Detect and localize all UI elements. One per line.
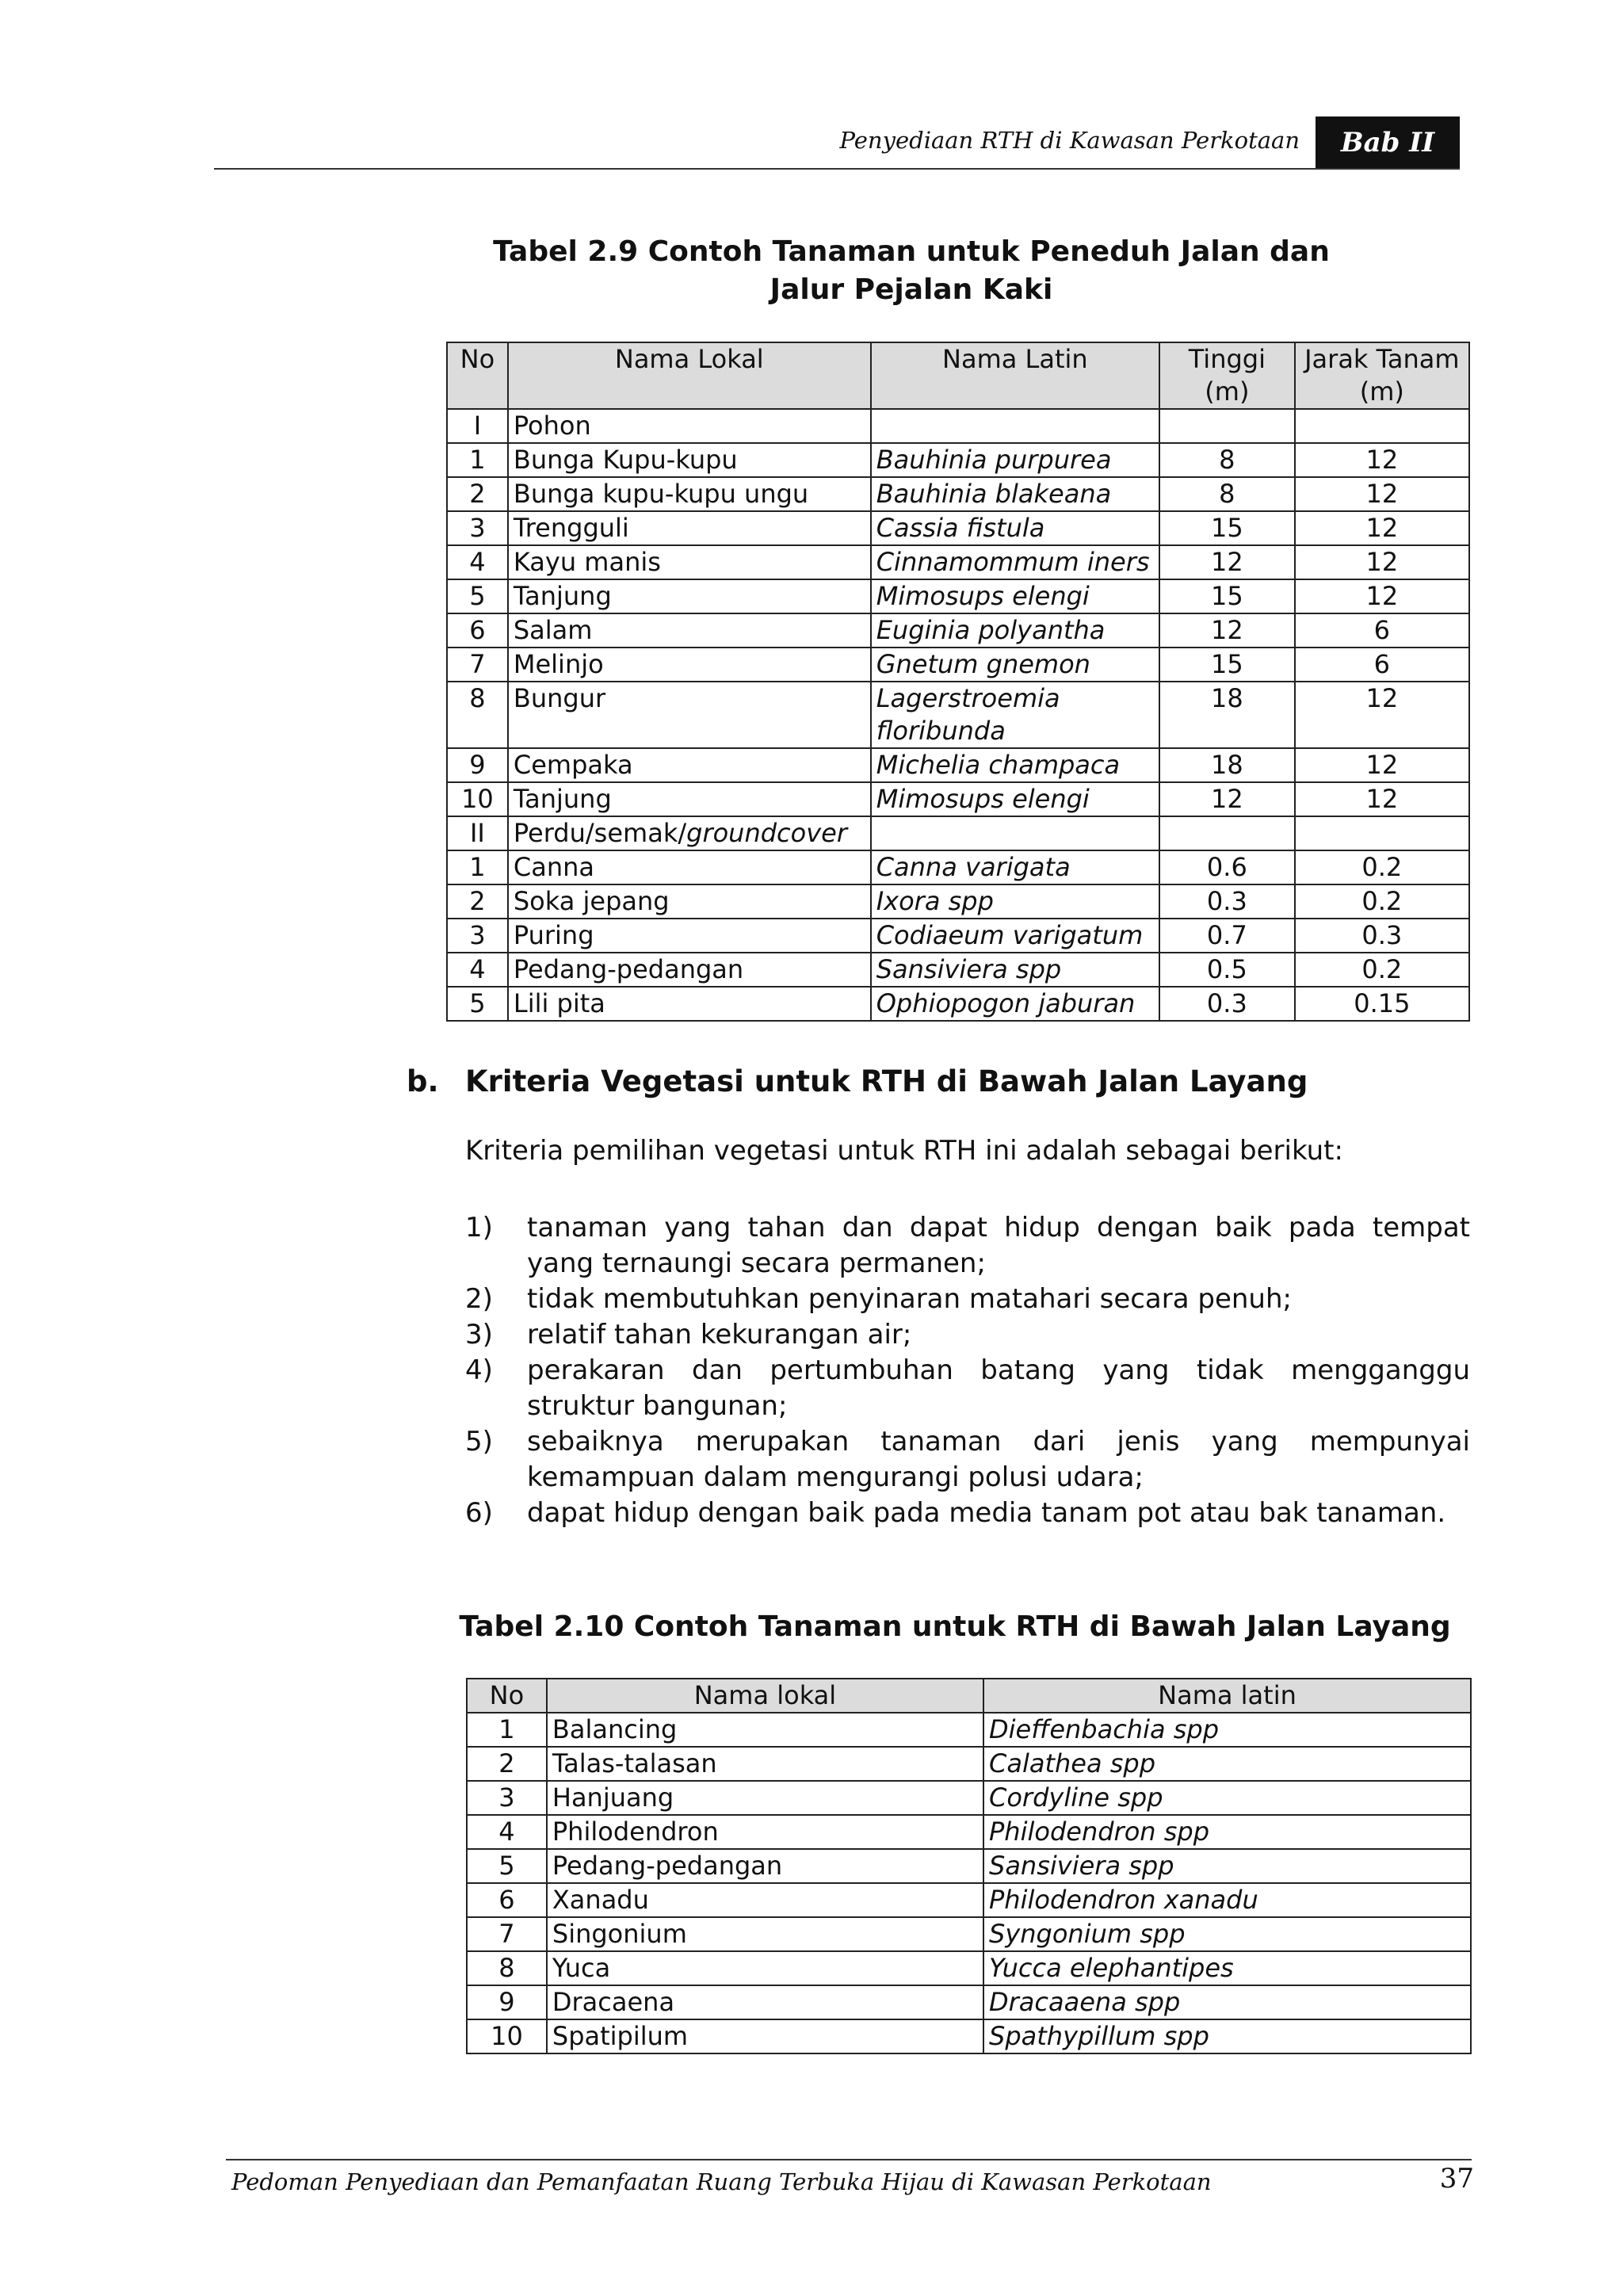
row-number: 10: [447, 782, 508, 816]
table-row: [467, 1917, 1471, 1951]
local-name-text: Bunga kupu-kupu ungu: [513, 479, 809, 509]
height-value: [1159, 409, 1295, 443]
local-name-text: Salam: [513, 615, 593, 645]
table-row: [447, 613, 1469, 648]
section-b-heading: [407, 1064, 1308, 1098]
latin-name: Cassia fistula: [871, 511, 1159, 545]
local-name: [508, 613, 871, 648]
criteria-item: [465, 1282, 1470, 1317]
table2-header-latin: Nama latin: [983, 1679, 1471, 1713]
spacing-value: 12: [1295, 748, 1469, 782]
local-name: [508, 579, 871, 613]
local-name: [508, 648, 871, 682]
latin-name: Sansiviera spp: [871, 953, 1159, 987]
row-number: 9: [467, 1985, 547, 2019]
table-row: [467, 1849, 1471, 1883]
height-value: 12: [1159, 613, 1295, 648]
height-value: 0.6: [1159, 850, 1295, 884]
latin-name: Mimosups elengi: [871, 579, 1159, 613]
section-b-intro: Kriteria pemilihan vegetasi untuk RTH ini adalah sebagai berikut:: [465, 1135, 1343, 1167]
row-number: 1: [447, 850, 508, 884]
criteria-number: 3): [465, 1319, 493, 1350]
criteria-text: sebaiknya merupakan tanaman dari jenis yang mempunyai kemampuan dalam mengurangi polusi udara;: [527, 1426, 1470, 1493]
local-name: [508, 511, 871, 545]
latin-name: Calathea spp: [983, 1747, 1471, 1781]
footer-divider: [226, 2159, 1472, 2160]
table-row: [447, 545, 1469, 579]
criteria-number: 6): [465, 1497, 493, 1529]
height-value: 0.5: [1159, 953, 1295, 987]
criteria-item: [465, 1496, 1470, 1531]
spacing-value: 0.15: [1295, 987, 1469, 1021]
table1-caption: [444, 233, 1379, 309]
table-row: [467, 1713, 1471, 1747]
spacing-value: 0.2: [1295, 884, 1469, 919]
criteria-number: 1): [465, 1212, 493, 1244]
page-number: 37: [1439, 2163, 1474, 2195]
latin-name: Ixora spp: [871, 884, 1159, 919]
local-name: [508, 409, 871, 443]
table-group-row: [447, 816, 1469, 850]
latin-name: Euginia polyantha: [871, 613, 1159, 648]
spacing-value: 12: [1295, 682, 1469, 748]
latin-name: [871, 816, 1159, 850]
table1-header-row: [447, 342, 1469, 409]
table-row: [467, 1951, 1471, 1985]
row-number: 1: [447, 443, 508, 477]
row-number: 6: [467, 1883, 547, 1917]
local-name: Spatipilum: [547, 2019, 983, 2053]
criteria-item: [465, 1353, 1470, 1424]
spacing-value: 12: [1295, 782, 1469, 816]
row-number: II: [447, 816, 508, 850]
local-name: Philodendron: [547, 1815, 983, 1849]
row-number: 3: [447, 511, 508, 545]
table-row: [447, 477, 1469, 511]
row-number: 7: [447, 648, 508, 682]
spacing-value: [1295, 409, 1469, 443]
criteria-item: [465, 1424, 1470, 1496]
criteria-text: tidak membutuhkan penyinaran matahari secara penuh;: [527, 1283, 1292, 1315]
spacing-value: 12: [1295, 443, 1469, 477]
criteria-text: dapat hidup dengan baik pada media tanam pot atau bak tanaman.: [527, 1497, 1446, 1529]
height-value: 12: [1159, 782, 1295, 816]
criteria-text: tanaman yang tahan dan dapat hidup dengan baik pada tempat yang ternaungi secara permanen;: [527, 1212, 1470, 1279]
criteria-text: relatif tahan kekurangan air;: [527, 1319, 912, 1350]
table-bawah-jalan-layang: [466, 1678, 1472, 2054]
criteria-list: [465, 1210, 1470, 1531]
latin-name: Yucca elephantipes: [983, 1951, 1471, 1985]
row-number: 4: [447, 545, 508, 579]
row-number: 2: [467, 1747, 547, 1781]
local-name: [508, 919, 871, 953]
running-header-title: Penyediaan RTH di Kawasan Perkotaan: [839, 127, 1300, 154]
row-number: 2: [447, 884, 508, 919]
local-name-text: Lili pita: [513, 988, 605, 1018]
spacing-value: 0.3: [1295, 919, 1469, 953]
local-name-text: Puring: [513, 920, 594, 950]
local-name: Balancing: [547, 1713, 983, 1747]
local-name-text: Soka jepang: [513, 886, 670, 916]
local-name: [508, 850, 871, 884]
table-row: [467, 1985, 1471, 2019]
local-name-text: Tanjung: [513, 581, 612, 611]
local-name-text: Tanjung: [513, 784, 612, 814]
local-name-text: Perdu/semak/: [513, 818, 687, 848]
height-value: 18: [1159, 682, 1295, 748]
table-row: [447, 884, 1469, 919]
local-name: [508, 748, 871, 782]
spacing-value: 12: [1295, 579, 1469, 613]
latin-name: Spathypillum spp: [983, 2019, 1471, 2053]
local-name: [508, 816, 871, 850]
height-value: 15: [1159, 579, 1295, 613]
table-row: [447, 987, 1469, 1021]
height-value: 15: [1159, 511, 1295, 545]
local-name-text: Bungur: [513, 683, 606, 713]
table1-header-spacing: Jarak Tanam (m): [1295, 342, 1469, 409]
latin-name: Gnetum gnemon: [871, 648, 1159, 682]
local-name: [508, 545, 871, 579]
local-name: Singonium: [547, 1917, 983, 1951]
local-name-text: Kayu manis: [513, 547, 661, 577]
table1-header-local: Nama Lokal: [508, 342, 871, 409]
latin-name: Michelia champaca: [871, 748, 1159, 782]
local-name: Talas-talasan: [547, 1747, 983, 1781]
latin-name: Syngonium spp: [983, 1917, 1471, 1951]
table2-body: [467, 1713, 1471, 2053]
latin-name: Bauhinia blakeana: [871, 477, 1159, 511]
criteria-item: [465, 1210, 1470, 1282]
latin-name: Dieffenbachia spp: [983, 1713, 1471, 1747]
local-name: Hanjuang: [547, 1781, 983, 1815]
local-name-text: Pohon: [513, 411, 591, 441]
local-name-text: Pedang-pedangan: [513, 954, 744, 984]
local-name: Pedang-pedangan: [547, 1849, 983, 1883]
latin-name: Philodendron xanadu: [983, 1883, 1471, 1917]
table-row: [467, 1781, 1471, 1815]
height-value: 15: [1159, 648, 1295, 682]
spacing-value: 12: [1295, 511, 1469, 545]
section-b-letter: b.: [407, 1064, 439, 1098]
footer-title: Pedoman Penyediaan dan Pemanfaatan Ruang Terbuka Hijau di Kawasan Perkotaan: [231, 2168, 1212, 2195]
height-value: 0.7: [1159, 919, 1295, 953]
latin-name: [871, 409, 1159, 443]
table1-header-height: Tinggi (m): [1159, 342, 1295, 409]
height-value: 12: [1159, 545, 1295, 579]
table-row: [447, 782, 1469, 816]
local-name: [508, 987, 871, 1021]
latin-name: Philodendron spp: [983, 1815, 1471, 1849]
local-name: [508, 682, 871, 748]
section-b-title: Kriteria Vegetasi untuk RTH di Bawah Jalan Layang: [465, 1064, 1308, 1098]
criteria-number: 5): [465, 1426, 493, 1457]
row-number: 3: [447, 919, 508, 953]
table2-header-local: Nama lokal: [547, 1679, 983, 1713]
local-name: [508, 477, 871, 511]
height-value: 18: [1159, 748, 1295, 782]
latin-name: Codiaeum varigatum: [871, 919, 1159, 953]
criteria-item: [465, 1317, 1470, 1353]
local-name: Yuca: [547, 1951, 983, 1985]
table-row: [447, 511, 1469, 545]
local-name-text: Trengguli: [513, 513, 629, 543]
row-number: 6: [447, 613, 508, 648]
spacing-value: 12: [1295, 545, 1469, 579]
local-name: Xanadu: [547, 1883, 983, 1917]
table1-body: [447, 409, 1469, 1021]
latin-name: Mimosups elengi: [871, 782, 1159, 816]
table2-header-row: [467, 1679, 1471, 1713]
local-name-text: Canna: [513, 852, 594, 882]
latin-name: Cordyline spp: [983, 1781, 1471, 1815]
table-row: [447, 850, 1469, 884]
local-name: [508, 443, 871, 477]
latin-name: Cinnamommum iners: [871, 545, 1159, 579]
spacing-value: 0.2: [1295, 953, 1469, 987]
table1-header-no: No: [447, 342, 508, 409]
latin-name: Ophiopogon jaburan: [871, 987, 1159, 1021]
height-value: 8: [1159, 477, 1295, 511]
latin-name: Canna varigata: [871, 850, 1159, 884]
criteria-text: perakaran dan pertumbuhan batang yang tidak mengganggu struktur bangunan;: [527, 1354, 1470, 1422]
local-name: [508, 782, 871, 816]
row-number: 5: [447, 579, 508, 613]
table-row: [467, 1883, 1471, 1917]
spacing-value: 6: [1295, 613, 1469, 648]
height-value: [1159, 816, 1295, 850]
table-row: [447, 919, 1469, 953]
table1-caption-line2: Jalur Pejalan Kaki: [769, 273, 1053, 306]
row-number: 4: [467, 1815, 547, 1849]
table1-header-latin: Nama Latin: [871, 342, 1159, 409]
table-peneduh-jalan: [446, 342, 1470, 1022]
local-name: [508, 884, 871, 919]
row-number: 2: [447, 477, 508, 511]
row-number: 9: [447, 748, 508, 782]
height-value: 0.3: [1159, 987, 1295, 1021]
local-name: [508, 953, 871, 987]
row-number: 4: [447, 953, 508, 987]
table-row: [447, 443, 1469, 477]
row-number: 1: [467, 1713, 547, 1747]
row-number: 7: [467, 1917, 547, 1951]
latin-name: Dracaaena spp: [983, 1985, 1471, 2019]
header-divider: [214, 168, 1460, 170]
spacing-value: 6: [1295, 648, 1469, 682]
table-row: [467, 1747, 1471, 1781]
spacing-value: 12: [1295, 477, 1469, 511]
table2-caption: Tabel 2.10 Contoh Tanaman untuk RTH di Bawah Jalan Layang: [459, 1610, 1451, 1643]
local-name-text: Cempaka: [513, 750, 633, 780]
criteria-number: 4): [465, 1354, 493, 1386]
chapter-badge: Bab II: [1316, 117, 1460, 169]
height-value: 8: [1159, 443, 1295, 477]
latin-name: Bauhinia purpurea: [871, 443, 1159, 477]
row-number: 5: [447, 987, 508, 1021]
row-number: 3: [467, 1781, 547, 1815]
row-number: 8: [467, 1951, 547, 1985]
local-name: Dracaena: [547, 1985, 983, 2019]
spacing-value: 0.2: [1295, 850, 1469, 884]
table-row: [467, 1815, 1471, 1849]
table2-header-no: No: [467, 1679, 547, 1713]
table-row: [447, 682, 1469, 748]
row-number: 5: [467, 1849, 547, 1883]
table1-caption-line1: Tabel 2.9 Contoh Tanaman untuk Peneduh Jalan dan: [493, 235, 1330, 268]
table-row: [467, 2019, 1471, 2053]
height-value: 0.3: [1159, 884, 1295, 919]
latin-name: Sansiviera spp: [983, 1849, 1471, 1883]
local-name-text: Melinjo: [513, 649, 604, 679]
table-row: [447, 579, 1469, 613]
local-name-italic-text: groundcover: [686, 818, 847, 848]
row-number: 8: [447, 682, 508, 748]
local-name-text: Bunga Kupu-kupu: [513, 445, 738, 475]
table-row: [447, 648, 1469, 682]
criteria-number: 2): [465, 1283, 493, 1315]
row-number: I: [447, 409, 508, 443]
spacing-value: [1295, 816, 1469, 850]
table-row: [447, 953, 1469, 987]
table-group-row: [447, 409, 1469, 443]
table-row: [447, 748, 1469, 782]
row-number: 10: [467, 2019, 547, 2053]
latin-name: Lagerstroemia floribunda: [871, 682, 1159, 748]
